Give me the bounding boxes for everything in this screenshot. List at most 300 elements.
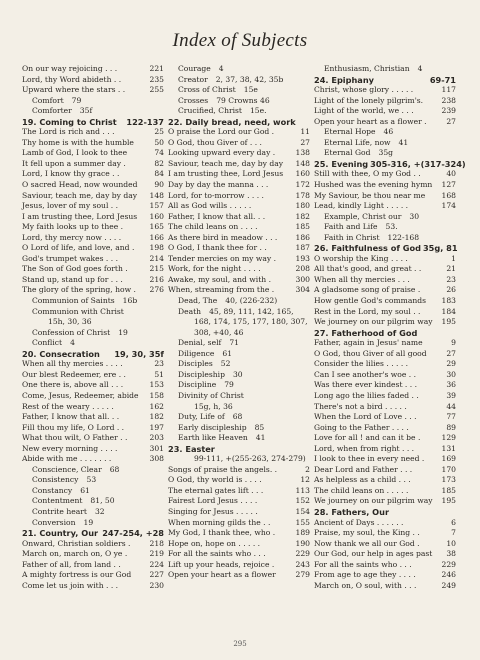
entry-page-ref: 182 bbox=[295, 211, 310, 221]
entry-title: O God, thou Giver of all good bbox=[314, 348, 427, 358]
entry-page-ref: 61 bbox=[222, 348, 233, 358]
entry-title: Christ, whose glory . . . . . bbox=[314, 85, 414, 95]
index-entry bbox=[168, 285, 310, 296]
entry-page-ref: 26 bbox=[446, 285, 456, 295]
index-entry bbox=[22, 570, 164, 581]
entry-title: Lift up your heads, rejoice . bbox=[168, 559, 275, 569]
entry-page-ref: 11 bbox=[300, 127, 310, 137]
index-heading bbox=[168, 349, 310, 360]
index-heading bbox=[168, 307, 310, 318]
index-heading bbox=[22, 338, 164, 349]
entry-title: Lamb of God, I look to thee bbox=[22, 148, 128, 158]
entry-title: 26. Faithfulness of God bbox=[314, 243, 421, 254]
index-entry bbox=[314, 117, 456, 128]
entry-page-ref: 172 bbox=[295, 180, 310, 190]
entry-page-ref: 61 bbox=[80, 485, 90, 495]
entry-title: Still with thee, O my God . . bbox=[314, 169, 421, 179]
entry-page-ref: 279 bbox=[295, 570, 310, 580]
entry-page-ref: 53 bbox=[86, 475, 97, 485]
entry-page-ref: 52 bbox=[220, 359, 231, 369]
entry-page-ref: 162 bbox=[149, 401, 164, 411]
entry-title: Conflict bbox=[32, 338, 63, 348]
entry-title: For all the saints who . . . bbox=[314, 559, 412, 569]
entry-title: Light of the world, we . . . bbox=[314, 106, 414, 116]
index-entry bbox=[22, 264, 164, 275]
entry-page-ref: 131 bbox=[441, 443, 456, 453]
entry-title: Day by day the manna . . . bbox=[168, 180, 269, 190]
index-entry bbox=[314, 539, 456, 550]
index-entry bbox=[168, 159, 310, 170]
entry-title: It fell upon a summer day . bbox=[22, 158, 126, 168]
entry-page-ref: 68 bbox=[109, 464, 120, 474]
entry-title: Going to the Father . . . . bbox=[314, 422, 409, 432]
entry-page-ref: 300 bbox=[295, 274, 310, 284]
index-heading bbox=[314, 233, 456, 244]
entry-title: Saviour, teach me, day by day bbox=[168, 158, 284, 168]
entry-page-ref: 68 bbox=[232, 412, 243, 422]
entry-title: Discipleship bbox=[178, 369, 225, 379]
entry-page-ref: 305-316, +(317-324) bbox=[370, 158, 466, 169]
index-heading bbox=[314, 64, 456, 75]
entry-page-ref: 23 bbox=[154, 359, 164, 369]
index-entry bbox=[22, 433, 164, 444]
index-heading bbox=[168, 338, 310, 349]
entry-title: New every morning . . . . bbox=[22, 443, 118, 453]
entry-title: 24. Epiphany bbox=[314, 74, 374, 85]
entry-page-ref: 117 bbox=[441, 85, 456, 95]
entry-title: A mighty fortress is our God bbox=[22, 570, 132, 580]
index-entry bbox=[168, 518, 310, 529]
entry-page-ref: 53. bbox=[385, 222, 398, 232]
entry-title: 20. Consecration bbox=[22, 348, 100, 359]
entry-title: March on, march on, O ye . bbox=[22, 549, 128, 559]
index-entry bbox=[168, 560, 310, 571]
index-heading bbox=[314, 507, 456, 518]
index-entry bbox=[168, 549, 310, 560]
index-heading bbox=[168, 444, 310, 455]
entry-page-ref: 1 bbox=[451, 253, 456, 263]
entry-title: My God, I thank thee, who . bbox=[168, 528, 276, 538]
entry-page-ref: 10 bbox=[446, 538, 456, 548]
index-entry bbox=[314, 96, 456, 107]
entry-page-ref: 173 bbox=[441, 475, 456, 485]
index-entry bbox=[314, 496, 456, 507]
entry-title: On our way rejoicing . . . bbox=[22, 64, 118, 73]
entry-page-ref: 4 bbox=[218, 64, 224, 73]
index-entry bbox=[314, 349, 456, 360]
index-entry bbox=[314, 201, 456, 212]
entry-page-ref: 216 bbox=[149, 274, 164, 284]
index-entry bbox=[314, 402, 456, 413]
entry-title: Tender mercies on my way . bbox=[168, 253, 276, 263]
entry-title: Work, for the night . . . . bbox=[168, 264, 261, 274]
entry-title: 308, bbox=[194, 327, 211, 337]
entry-page-ref: 81, 50 bbox=[90, 496, 115, 506]
index-entry bbox=[314, 560, 456, 571]
entry-page-ref: 301 bbox=[149, 443, 164, 453]
entry-page-ref: 230 bbox=[149, 580, 164, 590]
index-heading bbox=[168, 423, 310, 434]
entry-page-ref: 197 bbox=[149, 422, 164, 432]
entry-title: God's trumpet wakes . . . bbox=[22, 253, 118, 263]
entry-page-ref: 180 bbox=[295, 201, 310, 211]
entry-title: Courage bbox=[178, 64, 211, 73]
entry-title: Example, Christ our bbox=[324, 211, 402, 221]
entry-title: Death bbox=[178, 306, 202, 316]
entry-page-ref: 276 bbox=[149, 285, 164, 295]
index-entry bbox=[168, 191, 310, 202]
entry-title: When all thy mercies . . . . bbox=[22, 359, 123, 369]
index-heading bbox=[22, 317, 164, 328]
entry-page-ref: 27 bbox=[446, 348, 456, 358]
index-entry bbox=[168, 233, 310, 244]
index-entry bbox=[22, 549, 164, 560]
entry-title: Consider the lilies . . . . . bbox=[314, 359, 409, 369]
entry-title: Hushed was the evening hymn bbox=[314, 180, 433, 190]
entry-page-ref: 221 bbox=[149, 64, 164, 73]
entry-title: Contentment bbox=[32, 496, 83, 506]
entry-page-ref: 41 bbox=[398, 137, 409, 147]
entry-title: Father of all, from land . . bbox=[22, 559, 121, 569]
entry-title: Constancy bbox=[32, 485, 73, 495]
entry-title: Our blest Redeemer, ere . . bbox=[22, 369, 126, 379]
index-heading bbox=[22, 307, 164, 318]
entry-title: Dear Lord and Father . . . bbox=[314, 464, 413, 474]
entry-title: O worship the King . . . . bbox=[314, 253, 408, 263]
entry-page-ref: 155 bbox=[295, 517, 310, 527]
entry-page-ref: 27 bbox=[446, 116, 456, 126]
index-entry bbox=[22, 191, 164, 202]
index-entry bbox=[314, 254, 456, 265]
index-entry bbox=[22, 285, 164, 296]
entry-page-ref: 35g, 81 bbox=[422, 243, 458, 254]
entry-page-ref: 214 bbox=[149, 253, 164, 263]
entry-title: I am trusting thee, Lord Jesus bbox=[22, 211, 138, 221]
entry-page-ref: 50 bbox=[154, 137, 164, 147]
index-entry bbox=[22, 159, 164, 170]
entry-title: 27. Fatherhood of God bbox=[314, 327, 418, 338]
entry-page-ref: 182 bbox=[149, 412, 164, 422]
entry-page-ref: 308 bbox=[149, 454, 164, 464]
entry-title: March on, O soul, with . . . bbox=[314, 580, 417, 590]
index-heading bbox=[22, 96, 164, 107]
index-heading bbox=[314, 243, 456, 254]
entry-page-ref: 30 bbox=[232, 369, 243, 379]
index-heading bbox=[314, 148, 456, 159]
entry-title: Fairest Lord Jesus . . . . bbox=[168, 496, 258, 506]
entry-page-ref: 38 bbox=[446, 549, 456, 559]
index-entry bbox=[22, 64, 164, 75]
entry-page-ref: 203 bbox=[149, 433, 164, 443]
entry-page-ref: 85 bbox=[254, 422, 265, 432]
index-heading bbox=[22, 296, 164, 307]
entry-page-ref: 193 bbox=[295, 253, 310, 263]
entry-page-ref: 229 bbox=[441, 559, 456, 569]
index-entry bbox=[314, 549, 456, 560]
entry-title: Can I see another's woe . . bbox=[314, 369, 417, 379]
index-heading bbox=[168, 391, 310, 402]
entry-title: Earth like Heaven bbox=[178, 433, 248, 443]
entry-page-ref: 15e bbox=[243, 85, 258, 95]
entry-page-ref: 35f bbox=[79, 106, 93, 116]
entry-page-ref: 218 bbox=[149, 538, 164, 548]
entry-title: Duty, Life of bbox=[178, 412, 225, 422]
entry-title: Faith and Life bbox=[324, 222, 378, 232]
entry-title: 19. Coming to Christ bbox=[22, 116, 117, 127]
index-entry bbox=[22, 222, 164, 233]
entry-title: Light of the lonely pilgrim's. bbox=[314, 95, 424, 105]
entry-title: 99-111, +(255-263, 274-279) bbox=[194, 454, 306, 464]
entry-title: O God, thou Giver of . . . bbox=[168, 137, 262, 147]
index-heading bbox=[314, 212, 456, 223]
index-heading bbox=[168, 359, 310, 370]
index-entry bbox=[314, 454, 456, 465]
index-entry bbox=[314, 486, 456, 497]
entry-page-ref: 4 bbox=[417, 64, 423, 73]
entry-page-ref: 77 bbox=[446, 412, 456, 422]
entry-page-ref: 249 bbox=[441, 580, 456, 590]
index-entry bbox=[22, 201, 164, 212]
index-entry bbox=[314, 180, 456, 191]
entry-page-ref: 46 bbox=[383, 127, 394, 137]
entry-page-ref: 35g bbox=[378, 148, 394, 158]
index-entry bbox=[22, 391, 164, 402]
entry-title: Consistency bbox=[32, 475, 79, 485]
index-entry bbox=[314, 570, 456, 581]
entry-page-ref: 41 bbox=[255, 433, 266, 443]
entry-title: Comforter bbox=[32, 106, 72, 116]
entry-page-ref: 16b bbox=[122, 296, 138, 306]
index-entry bbox=[22, 539, 164, 550]
index-entry bbox=[314, 444, 456, 455]
index-entry bbox=[314, 264, 456, 275]
entry-page-ref: 195 bbox=[441, 317, 456, 327]
index-heading bbox=[168, 106, 310, 117]
entry-page-ref: 184 bbox=[441, 306, 456, 316]
index-column-middle bbox=[168, 64, 310, 581]
index-heading bbox=[22, 507, 164, 518]
index-entry bbox=[314, 475, 456, 486]
index-heading bbox=[168, 64, 310, 75]
entry-title: Divinity of Christ bbox=[178, 390, 244, 400]
entry-page-ref: 190 bbox=[295, 538, 310, 548]
entry-title: Songs of praise the angels. . bbox=[168, 464, 278, 474]
index-entry bbox=[22, 444, 164, 455]
index-heading bbox=[22, 465, 164, 476]
entry-title: I look to thee in every need . bbox=[314, 454, 425, 464]
entry-title: Communion with Christ bbox=[32, 306, 124, 316]
entry-title: Eternal God bbox=[324, 148, 371, 158]
page-title: Index of Subjects bbox=[172, 30, 308, 51]
entry-page-ref: 198 bbox=[149, 243, 164, 253]
entry-title: 25. Evening bbox=[314, 158, 369, 169]
entry-title: Conscience, Clear bbox=[32, 464, 102, 474]
entry-page-ref: 15e. bbox=[249, 106, 267, 116]
index-entry bbox=[22, 138, 164, 149]
entry-title: Lord, I know thy grace . . bbox=[22, 169, 120, 179]
entry-title: When, streaming from the . bbox=[168, 285, 275, 295]
entry-page-ref: 82 bbox=[154, 158, 164, 168]
index-heading bbox=[168, 402, 310, 413]
index-entry bbox=[22, 412, 164, 423]
entry-title: All as God wills . . . . . bbox=[168, 201, 252, 211]
entry-page-ref: 148 bbox=[295, 158, 310, 168]
entry-page-ref: 187 bbox=[295, 243, 310, 253]
entry-page-ref: 160 bbox=[149, 211, 164, 221]
entry-page-ref: 189 bbox=[295, 528, 310, 538]
entry-title: My faith looks up to thee . bbox=[22, 222, 124, 232]
entry-title: Abide with me . . . . . . . bbox=[22, 454, 112, 464]
entry-page-ref: 4 bbox=[70, 338, 75, 348]
entry-title: Contrite heart bbox=[32, 506, 87, 516]
entry-page-ref: 138 bbox=[295, 148, 310, 158]
entry-title: I am trusting thee, Lord Jesus bbox=[168, 169, 284, 179]
index-entry bbox=[22, 127, 164, 138]
entry-title: Hope on, hope on . . . . . bbox=[168, 538, 261, 548]
entry-page-ref: 168 bbox=[441, 190, 456, 200]
index-heading bbox=[22, 328, 164, 339]
index-entry bbox=[22, 212, 164, 223]
index-heading bbox=[314, 138, 456, 149]
index-heading bbox=[314, 328, 456, 339]
entry-title: Stand up, stand up for . . . bbox=[22, 274, 123, 284]
entry-title: Singing for Jesus . . . . . bbox=[168, 506, 258, 516]
entry-title: 28. Fathers, Our bbox=[314, 506, 389, 517]
entry-title: Eternal Life, now bbox=[324, 137, 391, 147]
entry-page-ref: 39 bbox=[446, 390, 456, 400]
entry-page-ref: 122-168 bbox=[387, 232, 420, 242]
entry-title: 21. Country, Our bbox=[22, 528, 99, 539]
entry-page-ref: 229 bbox=[295, 549, 310, 559]
entry-page-ref: 21 bbox=[446, 264, 456, 274]
entry-page-ref: 304 bbox=[295, 285, 310, 295]
entry-page-ref: 215 bbox=[149, 264, 164, 274]
entry-page-ref: 170 bbox=[441, 464, 456, 474]
entry-title: From age to age they . . . . bbox=[314, 570, 416, 580]
entry-page-ref: 127 bbox=[441, 180, 456, 190]
entry-page-ref: 84 bbox=[154, 169, 164, 179]
entry-title: Disciples bbox=[178, 359, 213, 369]
entry-title: Father, again in Jesus' name bbox=[314, 338, 423, 348]
entry-page-ref: 219 bbox=[149, 549, 164, 559]
index-heading bbox=[22, 496, 164, 507]
index-heading bbox=[168, 85, 310, 96]
index-entry bbox=[314, 412, 456, 423]
index-entry bbox=[22, 85, 164, 96]
entry-page-ref: 44 bbox=[446, 401, 456, 411]
index-heading bbox=[22, 518, 164, 529]
index-entry bbox=[22, 275, 164, 286]
entry-title: Jesus, lover of my soul . . bbox=[22, 201, 119, 211]
index-entry bbox=[168, 212, 310, 223]
index-heading bbox=[314, 222, 456, 233]
entry-page-ref: 246 bbox=[441, 570, 456, 580]
index-entry bbox=[314, 85, 456, 96]
entry-page-ref: 2, 37, 38, 42, 35b bbox=[215, 74, 284, 84]
entry-title: The Lord is rich and . . . bbox=[22, 127, 115, 137]
entry-page-ref: 30 bbox=[446, 369, 456, 379]
index-heading bbox=[22, 475, 164, 486]
index-entry bbox=[22, 169, 164, 180]
entry-page-ref: 51 bbox=[154, 369, 164, 379]
entry-title: Our God, our help in ages past bbox=[314, 549, 433, 559]
entry-page-ref: 6 bbox=[451, 517, 456, 527]
entry-title: Crucified, Christ bbox=[178, 106, 242, 116]
entry-page-ref: 79 bbox=[71, 95, 82, 105]
entry-title: 22. Daily bread, need, work bbox=[168, 116, 296, 127]
index-entry bbox=[168, 539, 310, 550]
entry-page-ref: 185 bbox=[441, 485, 456, 495]
entry-title: Conversion bbox=[32, 517, 76, 527]
entry-title: Father, I know that all. . . bbox=[22, 412, 120, 422]
entry-title: O sacred Head, now wounded bbox=[22, 180, 138, 190]
entry-title: Lead, kindly Light . . . . . bbox=[314, 201, 409, 211]
index-heading bbox=[168, 370, 310, 381]
entry-page-ref: 122-137 bbox=[126, 116, 164, 127]
entry-page-ref: 25 bbox=[154, 127, 164, 137]
entry-title: Enthusiasm, Christian bbox=[324, 64, 410, 73]
index-entry bbox=[168, 570, 310, 581]
index-entry bbox=[168, 496, 310, 507]
index-entry bbox=[22, 254, 164, 265]
entry-title: O praise the Lord our God . bbox=[168, 127, 275, 137]
index-entry bbox=[314, 433, 456, 444]
entry-page-ref: 69-71 bbox=[429, 74, 456, 85]
entry-page-ref: 71 bbox=[229, 338, 239, 348]
index-heading bbox=[168, 328, 310, 339]
index-heading bbox=[314, 158, 466, 170]
index-entry bbox=[22, 423, 164, 434]
entry-page-ref: 129 bbox=[441, 433, 456, 443]
index-heading bbox=[168, 454, 310, 465]
index-entry bbox=[22, 233, 164, 244]
index-entry bbox=[314, 275, 456, 286]
entry-title: Upward where the stars . . bbox=[22, 85, 126, 95]
index-entry bbox=[168, 169, 310, 180]
entry-page-ref: 29 bbox=[446, 359, 456, 369]
entry-title: Saviour, teach me, day by day bbox=[22, 190, 138, 200]
index-entry bbox=[314, 169, 456, 180]
entry-page-ref: 148 bbox=[149, 190, 164, 200]
entry-page-ref: 243 bbox=[295, 559, 310, 569]
entry-title: Praise, my soul, the King . . bbox=[314, 528, 420, 538]
index-entry bbox=[168, 243, 310, 254]
entry-page-ref: 183 bbox=[441, 296, 456, 306]
entry-title: Awake, my soul, and with . bbox=[168, 274, 272, 284]
index-heading bbox=[22, 486, 164, 497]
index-entry bbox=[314, 391, 456, 402]
index-entry bbox=[22, 180, 164, 191]
index-entry bbox=[22, 370, 164, 381]
index-entry bbox=[168, 486, 310, 497]
index-entry bbox=[22, 581, 164, 592]
entry-title: The glory of the spring, how . bbox=[22, 285, 136, 295]
entry-page-ref: 224 bbox=[149, 559, 164, 569]
entry-title: Open your heart as a flower bbox=[168, 570, 276, 580]
entry-title: The child leans on . . . . bbox=[168, 222, 258, 232]
entry-page-ref: 23 bbox=[446, 274, 456, 284]
entry-title: Thy home is with the humble bbox=[22, 137, 134, 147]
entry-page-ref: 19 bbox=[118, 327, 128, 337]
index-entry bbox=[168, 528, 310, 539]
entry-page-ref: 40 bbox=[446, 169, 456, 179]
entry-title: A gladsome song of praise . bbox=[314, 285, 421, 295]
entry-title: Fill thou my life, O Lord . . bbox=[22, 422, 125, 432]
entry-page-ref: 27 bbox=[300, 137, 310, 147]
index-entry bbox=[22, 148, 164, 159]
entry-page-ref: 169 bbox=[441, 454, 456, 464]
entry-title: We journey on our pilgrim way bbox=[314, 317, 433, 327]
